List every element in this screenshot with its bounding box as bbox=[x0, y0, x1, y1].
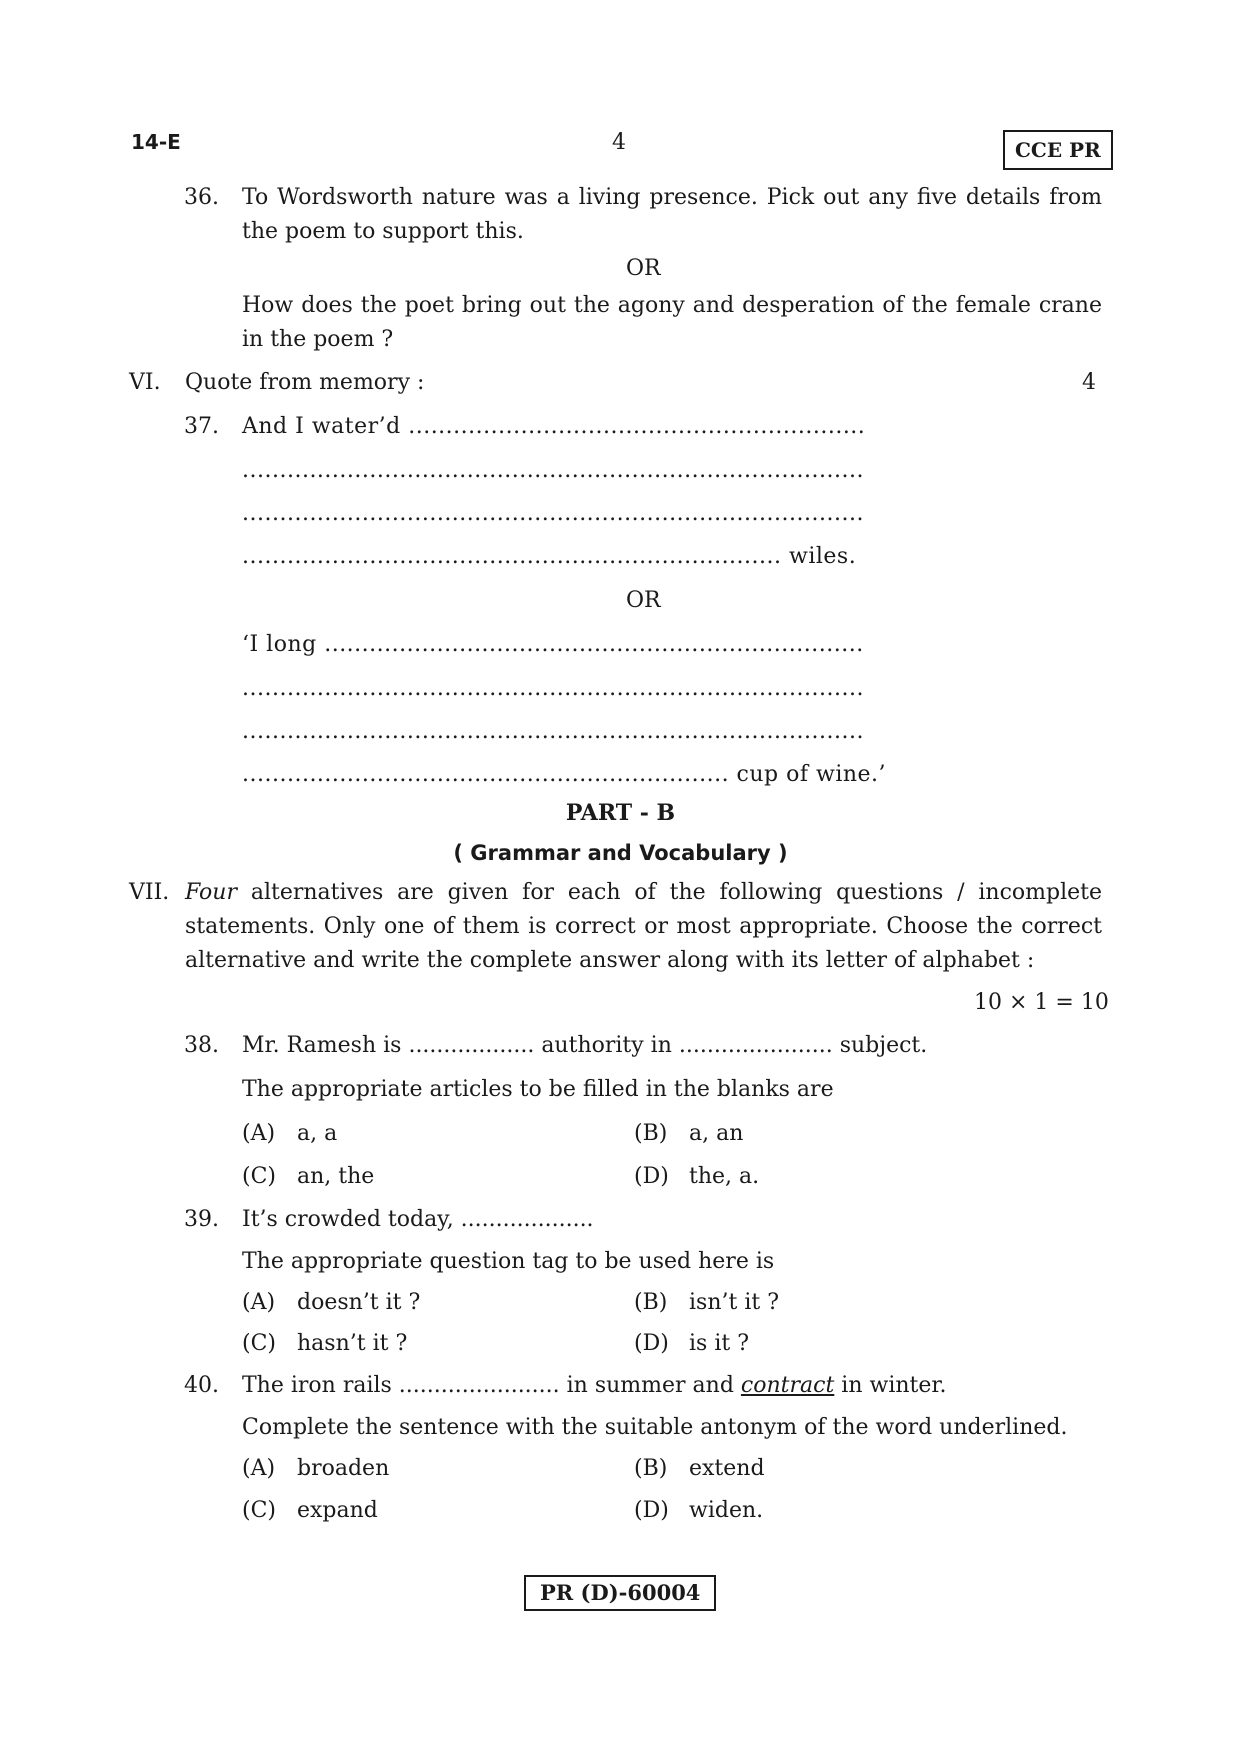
cce-pr-badge: CCE PR bbox=[1003, 130, 1113, 170]
q39-option-c-letter: (C) bbox=[242, 1331, 276, 1356]
q37-alt-line1: ‘I long ........................................................................ bbox=[242, 632, 864, 657]
q36-text: To Wordsworth nature was a living presence. Pick out any five details from the poem to support this. bbox=[242, 185, 1102, 244]
q38-instruction: The appropriate articles to be filled in the blanks are bbox=[242, 1077, 834, 1102]
section7-text: alternatives are given for each of the following questions / incomplete statements. Only one of them is correct or most appropriate. Choose the correct alternative and write the complete answer along with its letter of alphabet : bbox=[185, 880, 1102, 973]
section7-four: Four bbox=[185, 880, 237, 905]
q40-option-b-text: extend bbox=[689, 1456, 765, 1481]
q37-line3: ................................................................................... bbox=[242, 501, 864, 526]
q37-alt-line4: ................................................................. cup of wine.’ bbox=[242, 762, 887, 787]
q39-option-b-letter: (B) bbox=[634, 1290, 668, 1315]
q39-option-d-text: is it ? bbox=[689, 1331, 749, 1356]
q39-option-a-letter: (A) bbox=[242, 1290, 276, 1315]
section7-number: VII. bbox=[129, 880, 170, 905]
q38-option-d-text: the, a. bbox=[689, 1164, 760, 1189]
q40-stem bbox=[242, 1369, 946, 1403]
q38-option-c-text: an, the bbox=[297, 1164, 375, 1189]
section6-marks: 4 bbox=[1082, 370, 1096, 395]
q38-option-a-text: a, a bbox=[297, 1121, 338, 1146]
part-b-title: PART - B bbox=[565, 800, 676, 826]
q38-number: 38. bbox=[184, 1033, 219, 1058]
section6-title: Quote from memory : bbox=[185, 370, 425, 395]
q39-option-a-text: doesn’t it ? bbox=[297, 1290, 421, 1315]
part-b-subtitle: ( Grammar and Vocabulary ) bbox=[453, 841, 788, 865]
q36-number: 36. bbox=[184, 185, 219, 210]
q40-option-c-text: expand bbox=[297, 1498, 378, 1523]
q40-underlined-word: contract bbox=[740, 1373, 835, 1398]
q40-option-d-letter: (D) bbox=[634, 1498, 669, 1523]
q36-alt-text: How does the poet bring out the agony and desperation of the female crane in the poem ? bbox=[242, 293, 1102, 352]
q40-option-b-letter: (B) bbox=[634, 1456, 668, 1481]
q37-line4: ........................................................................ wiles. bbox=[242, 544, 857, 569]
q39-option-d-letter: (D) bbox=[634, 1331, 669, 1356]
footer-code: PR (D)-60004 bbox=[524, 1575, 716, 1611]
q39-stem: It’s crowded today, ................... bbox=[242, 1207, 594, 1232]
q38-stem: Mr. Ramesh is .................. authority in ...................... subject. bbox=[242, 1033, 928, 1058]
section7-marks: 10 × 1 = 10 bbox=[974, 990, 1109, 1015]
q38-option-c-letter: (C) bbox=[242, 1164, 276, 1189]
q40-instruction: Complete the sentence with the suitable antonym of the word underlined. bbox=[242, 1415, 1068, 1440]
q36-or: OR bbox=[626, 256, 661, 281]
q37-alt-line3: ................................................................................... bbox=[242, 719, 864, 744]
q38-option-a-letter: (A) bbox=[242, 1121, 276, 1146]
q37-line1: And I water’d ............................................................. bbox=[242, 414, 866, 439]
q40-option-c-letter: (C) bbox=[242, 1498, 276, 1523]
q40-stem-after: in winter. bbox=[834, 1373, 947, 1398]
section7-instructions bbox=[185, 876, 1102, 978]
q38-option-b-letter: (B) bbox=[634, 1121, 668, 1146]
q37-alt-line2: ................................................................................... bbox=[242, 676, 864, 701]
q39-option-c-text: hasn’t it ? bbox=[297, 1331, 408, 1356]
q39-number: 39. bbox=[184, 1207, 219, 1232]
q40-number: 40. bbox=[184, 1373, 219, 1398]
q40-option-a-letter: (A) bbox=[242, 1456, 276, 1481]
page-number: 4 bbox=[612, 130, 626, 155]
section6-number: VI. bbox=[129, 370, 161, 395]
q40-option-d-text: widen. bbox=[689, 1498, 764, 1523]
q40-stem-before: The iron rails ....................... in summer and bbox=[242, 1373, 741, 1398]
q38-option-b-text: a, an bbox=[689, 1121, 744, 1146]
q38-option-d-letter: (D) bbox=[634, 1164, 669, 1189]
q37-number: 37. bbox=[184, 414, 219, 439]
q37-or: OR bbox=[626, 588, 661, 613]
paper-code: 14-E bbox=[131, 130, 181, 154]
q39-option-b-text: isn’t it ? bbox=[689, 1290, 779, 1315]
q39-instruction: The appropriate question tag to be used here is bbox=[242, 1249, 775, 1274]
q40-option-a-text: broaden bbox=[297, 1456, 390, 1481]
q37-line2: ................................................................................... bbox=[242, 458, 864, 483]
